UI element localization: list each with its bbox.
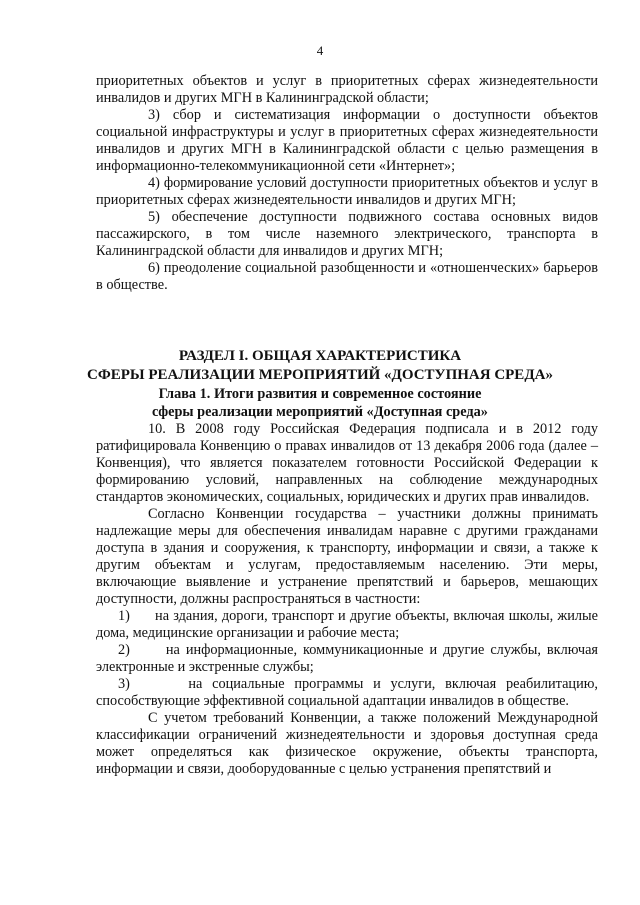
- list-item-number: 2): [118, 642, 130, 658]
- list-item-text: на информационные, коммуникационные и другие службы, включая электронные и экстренные службы;: [96, 642, 598, 675]
- goals-list: [96, 73, 598, 294]
- chapter-heading-line-2: сферы реализации мероприятий «Доступная среда»: [152, 404, 488, 420]
- list-item-number: 3): [118, 676, 130, 692]
- section-heading-line-1: РАЗДЕЛ I. ОБЩАЯ ХАРАКТЕРИСТИКА: [178, 348, 462, 364]
- list-item-text: на социальные программы и услуги, включая реабилитацию, способствующие эффективной социальной адаптации инвалидов в обществе.: [96, 676, 598, 709]
- paragraph-10: 10. В 2008 году Российская Федерация подписала и в 2012 году ратифицировала Конвенцию о правах инвалидов от 13 декабря 2006 года (далее – Конвенция), что является показателем готовности Российской Федерации к формированию условий, направленных на соблюдение международных стандартов экономических, социальных, юридических и других прав инвалидов.: [96, 421, 598, 505]
- goal-item-3: 3) сбор и систематизация информации о доступности объектов социальной инфраструктуры и услуг в приоритетных сферах жизнедеятельности инвалидов и других МГН в Калининградской области с целью размещения в информационно-телекоммуникационной сети «Интернет»;: [96, 107, 598, 174]
- page-number: 4: [316, 43, 324, 58]
- goal-item-4: 4) формирование условий доступности приоритетных объектов и услуг в приоритетных сферах жизнедеятельности инвалидов и других МГН;: [96, 175, 598, 208]
- section-heading-line-2: СФЕРЫ РЕАЛИЗАЦИИ МЕРОПРИЯТИЙ «ДОСТУПНАЯ СРЕДА»: [87, 367, 553, 383]
- list-item-1: [96, 608, 598, 642]
- chapter-heading: [0, 385, 640, 421]
- paragraph-accessible-environment: С учетом требований Конвенции, а также положений Международной классификации ограничений жизнедеятельности и здоровья доступная среда может определяться как физическое окружение, объекты транспорта, информации и связи, дооборудованные с целью устранения препятствий и: [96, 710, 598, 777]
- chapter-body: [96, 421, 598, 778]
- goal-continuation: приоритетных объектов и услуг в приоритетных сферах жизнедеятельности инвалидов и других МГН в Калининградской области;: [96, 73, 598, 106]
- list-item-3: [96, 676, 598, 710]
- goal-item-5: 5) обеспечение доступности подвижного состава основных видов пассажирского, в том числе наземного электрического, транспорта в Калининградской области для инвалидов и других МГН;: [96, 209, 598, 259]
- list-item-number: 1): [118, 608, 130, 624]
- paragraph-convention: Согласно Конвенции государства – участники должны принимать надлежащие меры для обеспечения инвалидам наравне с другими гражданами доступа в здания и сооружения, к транспорту, информации и связи, а также к другим объектам и услугам, предоставляемым населению. Эти меры, включающие выявление и устранение препятствий и барьеров, мешающих доступности, должны распространяться в частности:: [96, 506, 598, 607]
- chapter-heading-line-1: Глава 1. Итоги развития и современное состояние: [158, 386, 482, 402]
- list-item-2: [96, 642, 598, 676]
- section-heading: [0, 347, 640, 385]
- list-item-text: на здания, дороги, транспорт и другие объекты, включая школы, жилые дома, медицинские организации и рабочие места;: [96, 608, 598, 641]
- goal-item-6: 6) преодоление социальной разобщенности и «отношенческих» барьеров в обществе.: [96, 260, 598, 293]
